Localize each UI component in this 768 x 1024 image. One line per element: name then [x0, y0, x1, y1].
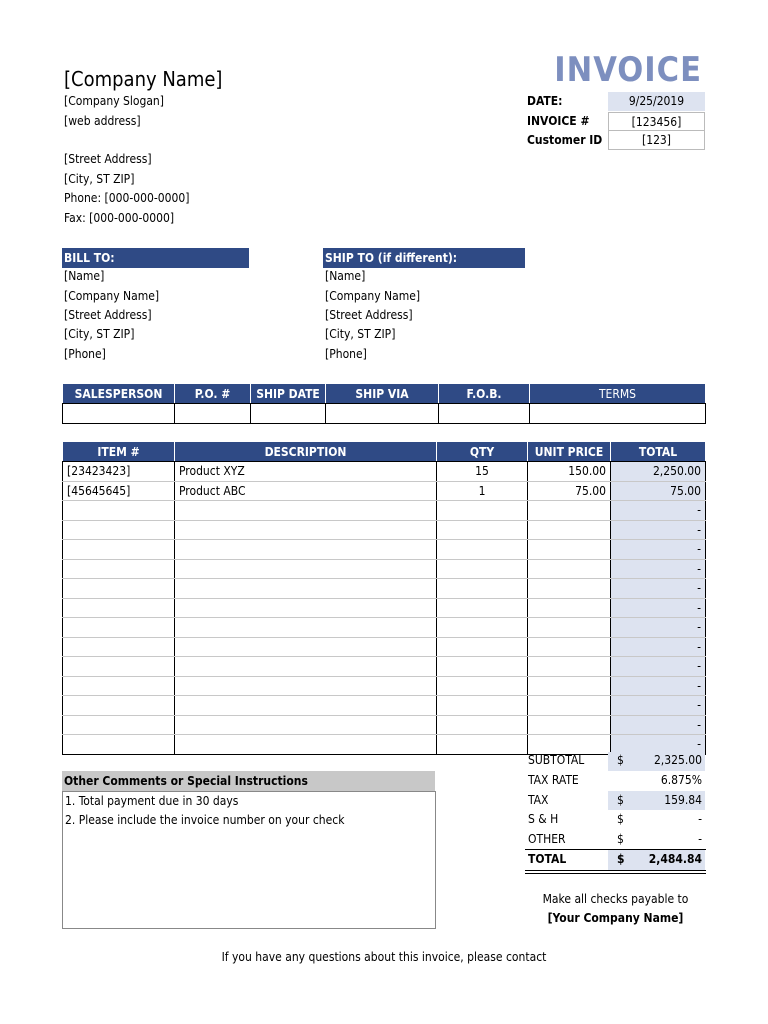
description-cell[interactable]: [175, 657, 437, 677]
invoice-number-value[interactable]: [123456]: [608, 112, 705, 131]
company-street: [Street Address]: [64, 152, 152, 166]
ship-to-company: [Company Name]: [325, 289, 421, 303]
po-cell[interactable]: [175, 404, 251, 424]
qty-cell[interactable]: [437, 598, 528, 618]
unit-price-cell[interactable]: [528, 696, 611, 716]
other-currency: $: [617, 832, 624, 846]
unit-price-cell[interactable]: [528, 598, 611, 618]
table-row: [63, 715, 706, 735]
terms-header: TERMS: [530, 384, 706, 404]
qty-header: QTY: [437, 442, 528, 462]
fob-header: F.O.B.: [439, 384, 530, 404]
invoice-number-label: INVOICE #: [527, 114, 590, 128]
table-row: [63, 657, 706, 677]
ship-via-cell[interactable]: [326, 404, 439, 424]
qty-cell[interactable]: [437, 637, 528, 657]
unit-price-cell[interactable]: [528, 657, 611, 677]
other-value[interactable]: -: [698, 832, 702, 846]
qty-cell[interactable]: [437, 676, 528, 696]
bill-to-city: [City, ST ZIP]: [64, 327, 135, 341]
total-cell: -: [611, 598, 706, 618]
sh-label: S & H: [528, 812, 559, 826]
ship-date-cell[interactable]: [251, 404, 326, 424]
ship-to-city: [City, ST ZIP]: [325, 327, 396, 341]
item-number-cell[interactable]: [63, 579, 175, 599]
description-cell[interactable]: [175, 540, 437, 560]
date-value[interactable]: 9/25/2019: [608, 92, 705, 111]
description-cell[interactable]: [175, 598, 437, 618]
description-cell[interactable]: [175, 618, 437, 638]
table-row: [63, 540, 706, 560]
other-label: OTHER: [528, 832, 566, 846]
total-cell: -: [611, 618, 706, 638]
total-value: 2,484.84: [648, 852, 702, 866]
company-web: [web address]: [64, 114, 141, 128]
item-number-cell[interactable]: [63, 637, 175, 657]
total-label: TOTAL: [528, 852, 567, 866]
total-cell: -: [611, 579, 706, 599]
unit-price-cell[interactable]: [528, 559, 611, 579]
total-cell: 2,250.00: [611, 462, 706, 482]
ship-via-header: SHIP VIA: [326, 384, 439, 404]
description-cell[interactable]: [175, 676, 437, 696]
bill-to-name: [Name]: [64, 269, 105, 283]
total-cell: 75.00: [611, 481, 706, 501]
item-number-cell[interactable]: [63, 715, 175, 735]
terms-cell[interactable]: [530, 404, 706, 424]
description-cell[interactable]: Product ABC: [175, 481, 437, 501]
bill-to-company: [Company Name]: [64, 289, 160, 303]
bill-to-street: [Street Address]: [64, 308, 152, 322]
unit-price-cell[interactable]: [528, 579, 611, 599]
item-number-cell[interactable]: [63, 598, 175, 618]
subtotal-label: SUBTOTAL: [528, 753, 585, 767]
total-cell: -: [611, 657, 706, 677]
customer-id-value[interactable]: [123]: [608, 131, 705, 150]
unit-price-cell[interactable]: [528, 501, 611, 521]
description-cell[interactable]: [175, 520, 437, 540]
qty-cell[interactable]: [437, 579, 528, 599]
company-fax: Fax: [000-000-0000]: [64, 211, 175, 225]
item-number-cell[interactable]: [63, 559, 175, 579]
unit-price-cell[interactable]: [528, 676, 611, 696]
qty-cell[interactable]: [437, 559, 528, 579]
description-header: DESCRIPTION: [175, 442, 437, 462]
tax-rate-label: TAX RATE: [528, 773, 579, 787]
total-cell: -: [611, 559, 706, 579]
qty-cell[interactable]: [437, 540, 528, 560]
item-number-cell[interactable]: [63, 501, 175, 521]
total-cell: -: [611, 501, 706, 521]
total-cell: -: [611, 696, 706, 716]
table-row: [63, 598, 706, 618]
total-currency: $: [617, 852, 625, 866]
table-row: [63, 676, 706, 696]
subtotal-currency: $: [617, 753, 624, 767]
ship-to-street: [Street Address]: [325, 308, 413, 322]
subtotal-value: 2,325.00: [653, 753, 702, 767]
description-cell[interactable]: [175, 637, 437, 657]
total-cell: -: [611, 715, 706, 735]
unit-price-cell[interactable]: 75.00: [528, 481, 611, 501]
item-number-cell[interactable]: [63, 735, 175, 755]
items-body: [63, 462, 706, 755]
table-row: [63, 481, 706, 501]
table-row: [63, 462, 706, 482]
qty-cell[interactable]: [437, 618, 528, 638]
qty-cell[interactable]: [437, 735, 528, 755]
tax-value: 159.84: [664, 793, 702, 807]
tax-label: TAX: [528, 793, 549, 807]
comments-box[interactable]: [62, 791, 436, 929]
date-label: DATE:: [527, 94, 563, 108]
comment-line-2: 2. Please include the invoice number on your check: [65, 813, 345, 827]
sh-currency: $: [617, 812, 624, 826]
total-double-rule: [525, 870, 706, 874]
item-number-cell[interactable]: [23423423]: [63, 462, 175, 482]
fob-cell[interactable]: [439, 404, 530, 424]
total-cell: -: [611, 735, 706, 755]
bill-to-header: BILL TO:: [62, 248, 249, 268]
description-cell[interactable]: [175, 696, 437, 716]
item-number-cell[interactable]: [45645645]: [63, 481, 175, 501]
qty-cell[interactable]: 15: [437, 462, 528, 482]
sh-value[interactable]: -: [698, 812, 702, 826]
company-slogan: [Company Slogan]: [64, 94, 164, 108]
salesperson-header: SALESPERSON: [63, 384, 175, 404]
unit-price-cell[interactable]: [528, 637, 611, 657]
ship-to-name: [Name]: [325, 269, 366, 283]
unit-price-cell[interactable]: [528, 520, 611, 540]
total-cell: -: [611, 637, 706, 657]
bill-to-phone: [Phone]: [64, 347, 106, 361]
qty-cell[interactable]: [437, 715, 528, 735]
item-number-header: ITEM #: [63, 442, 175, 462]
unit-price-cell[interactable]: 150.00: [528, 462, 611, 482]
unit-price-cell[interactable]: [528, 618, 611, 638]
table-row: [63, 501, 706, 521]
table-row: [63, 618, 706, 638]
description-cell[interactable]: Product XYZ: [175, 462, 437, 482]
payable-line-1: Make all checks payable to: [542, 892, 689, 906]
table-row: [63, 579, 706, 599]
item-number-cell[interactable]: [63, 657, 175, 677]
description-cell[interactable]: [175, 579, 437, 599]
ship-to-header: SHIP TO (if different):: [323, 248, 525, 268]
qty-cell[interactable]: [437, 657, 528, 677]
total-header: TOTAL: [611, 442, 706, 462]
unit-price-cell[interactable]: [528, 735, 611, 755]
company-city: [City, ST ZIP]: [64, 172, 135, 186]
unit-price-cell[interactable]: [528, 540, 611, 560]
item-number-cell[interactable]: [63, 618, 175, 638]
item-number-cell[interactable]: [63, 676, 175, 696]
ship-date-header: SHIP DATE: [251, 384, 326, 404]
total-cell: -: [611, 540, 706, 560]
description-cell[interactable]: [175, 501, 437, 521]
company-phone: Phone: [000-000-0000]: [64, 191, 190, 205]
qty-cell[interactable]: 1: [437, 481, 528, 501]
tax-currency: $: [617, 793, 624, 807]
ship-to-phone: [Phone]: [325, 347, 367, 361]
unit-price-header: UNIT PRICE: [528, 442, 611, 462]
description-cell[interactable]: [175, 735, 437, 755]
item-number-cell[interactable]: [63, 540, 175, 560]
payable-line-2: [Your Company Name]: [547, 911, 684, 925]
qty-cell[interactable]: [437, 520, 528, 540]
items-table: [62, 441, 706, 755]
total-cell: -: [611, 520, 706, 540]
footer-note: If you have any questions about this invoice, please contact: [221, 950, 547, 964]
order-info-table: [62, 383, 706, 424]
tax-rate-value[interactable]: 6.875%: [660, 773, 702, 787]
table-row: [63, 696, 706, 716]
qty-cell[interactable]: [437, 501, 528, 521]
total-cell: -: [611, 676, 706, 696]
unit-price-cell[interactable]: [528, 715, 611, 735]
item-number-cell[interactable]: [63, 696, 175, 716]
table-row: [63, 637, 706, 657]
description-cell[interactable]: [175, 715, 437, 735]
qty-cell[interactable]: [437, 696, 528, 716]
table-row: [63, 559, 706, 579]
table-row: [63, 520, 706, 540]
company-name: [Company Name]: [64, 67, 223, 91]
salesperson-cell[interactable]: [63, 404, 175, 424]
invoice-title: INVOICE: [554, 50, 702, 90]
comment-line-1: 1. Total payment due in 30 days: [65, 794, 239, 808]
customer-id-label: Customer ID: [527, 133, 603, 147]
description-cell[interactable]: [175, 559, 437, 579]
po-header: P.O. #: [175, 384, 251, 404]
item-number-cell[interactable]: [63, 520, 175, 540]
comments-header: Other Comments or Special Instructions: [62, 771, 435, 791]
